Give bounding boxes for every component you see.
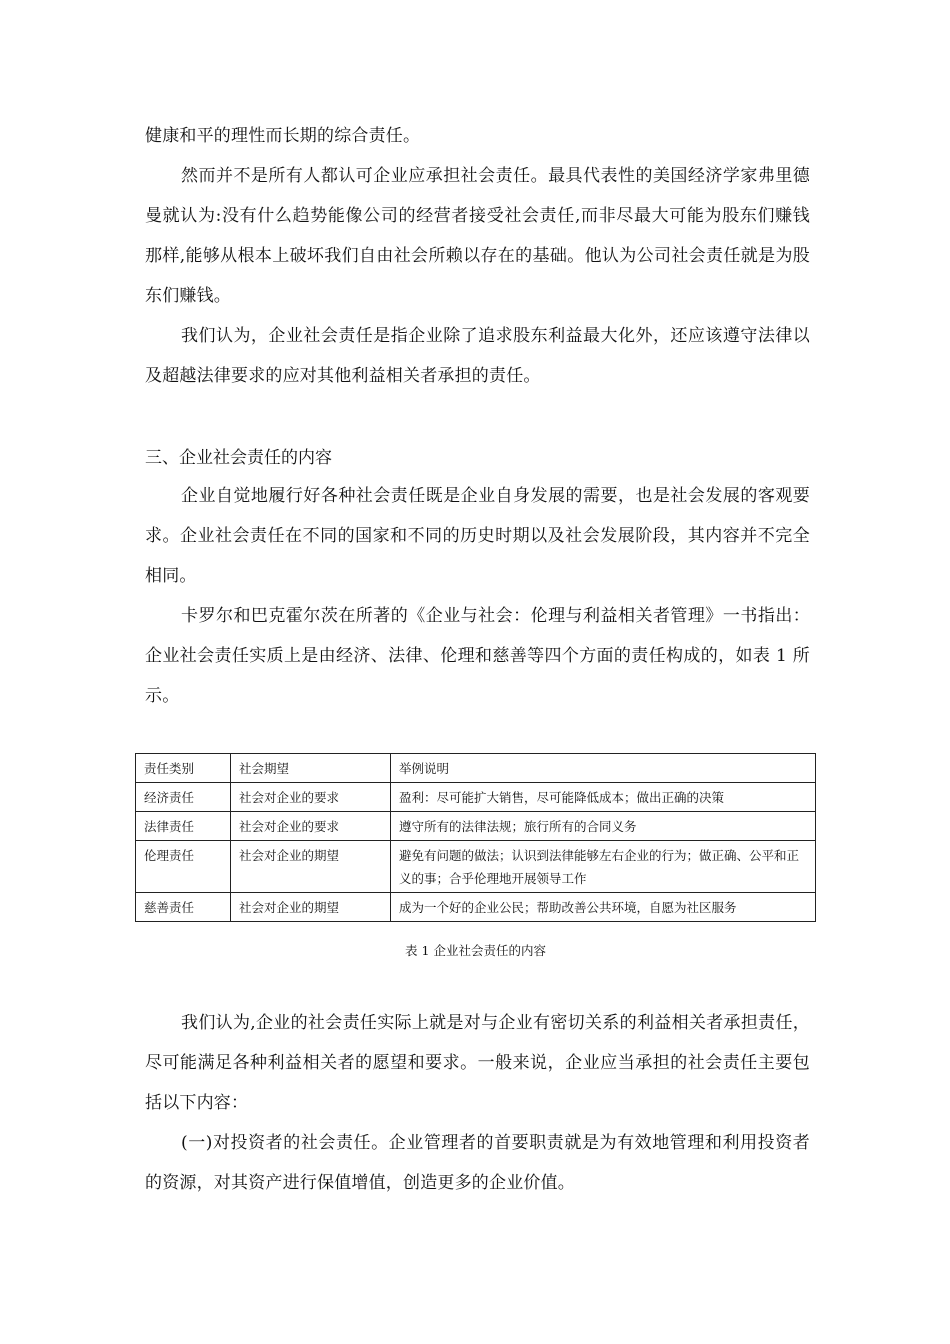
table-cell: 避免有问题的做法；认识到法律能够左右企业的行为；做正确、公平和正义的事；合乎伦理地开展领导工作 (391, 841, 816, 893)
table-cell: 伦理责任 (136, 841, 231, 893)
paragraph-friedman: 然而并不是所有人都认可企业应承担社会责任。最具代表性的美国经济学家弗里德曼就认为:没有什么趋势能像公司的经营者接受社会责任,而非尽最大可能为股东们赚钱那样,能够从根本上破坏我们自由社会所赖以存在的基础。他认为公司社会责任就是为股东们赚钱。 (145, 166, 810, 306)
table-cell: 社会对企业的期望 (231, 893, 391, 922)
table-row (136, 812, 816, 841)
responsibility-table (135, 753, 816, 922)
table-cell: 盈利：尽可能扩大销售，尽可能降低成本；做出正确的决策 (391, 783, 816, 812)
table-cell: 社会对企业的期望 (231, 841, 391, 893)
paragraph-section-intro: 企业自觉地履行好各种社会责任既是企业自身发展的需要，也是社会发展的客观要求。企业社会责任在不同的国家和不同的历史时期以及社会发展阶段，其内容并不完全相同。 (145, 486, 810, 586)
table-cell: 遵守所有的法律法规；旅行所有的合同义务 (391, 812, 816, 841)
paragraph-continuation: 健康和平的理性而长期的综合责任。 (145, 126, 421, 146)
table-header-cell: 责任类别 (136, 754, 231, 783)
paragraph-carroll: 卡罗尔和巴克霍尔茨在所著的《企业与社会：伦理与利益相关者管理》一书指出：企业社会责任实质上是由经济、法律、伦理和慈善等四个方面的责任构成的，如表 1 所示。 (145, 606, 810, 706)
table-header-row (136, 754, 816, 783)
table-cell: 经济责任 (136, 783, 231, 812)
table-header-cell: 社会期望 (231, 754, 391, 783)
paragraph-investors: (一)对投资者的社会责任。企业管理者的首要职责就是为有效地管理和利用投资者的资源，对其资产进行保值增值，创造更多的企业价值。 (145, 1133, 810, 1193)
table-row (136, 783, 816, 812)
table-caption: 表 1 企业社会责任的内容 (405, 943, 546, 958)
table-header-cell: 举例说明 (391, 754, 816, 783)
paragraph-stakeholders: 我们认为,企业的社会责任实际上就是对与企业有密切关系的利益相关者承担责任，尽可能满足各种利益相关者的愿望和要求。一般来说，企业应当承担的社会责任主要包括以下内容： (145, 1013, 810, 1113)
table-cell: 社会对企业的要求 (231, 812, 391, 841)
table-cell: 成为一个好的企业公民；帮助改善公共环境，自愿为社区服务 (391, 893, 816, 922)
table-cell: 慈善责任 (136, 893, 231, 922)
table-cell: 法律责任 (136, 812, 231, 841)
section-heading: 三、企业社会责任的内容 (145, 448, 332, 468)
table-row (136, 841, 816, 893)
table-cell: 社会对企业的要求 (231, 783, 391, 812)
table-row (136, 893, 816, 922)
paragraph-definition: 我们认为，企业社会责任是指企业除了追求股东利益最大化外，还应该遵守法律以及超越法律要求的应对其他利益相关者承担的责任。 (145, 326, 810, 386)
